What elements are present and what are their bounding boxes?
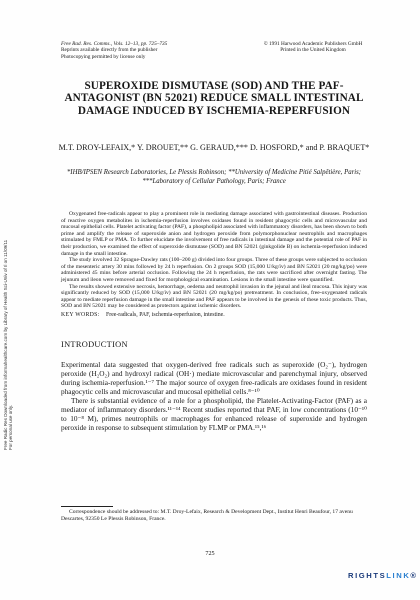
publisher-header [258,41,368,54]
keywords [61,312,367,319]
logo-registered: ® [410,571,418,580]
logo-rights: RIGHTS [348,571,387,580]
section-heading: INTRODUCTION [61,340,128,349]
reprints-note: Reprints available directly from the publisher [61,47,158,54]
keywords-label: KEY WORDS: [61,312,100,318]
article-title: SUPEROXIDE DISMUTASE (SOD) AND THE PAF-ANTAGONIST (BN 52021) REDUCE SMALL INTESTINAL DAMAGE INDUCED BY ISCHEMIA-REPERFUSION [64,80,364,117]
body-paragraph: Experimental data suggested that oxygen-derived free radicals such as superoxide (O₂⁻), hydrogen peroxide (H₂O₂) and hydroxyl radical (OH·) mediate microvascular and parenchymal injury, observed during ischemia-reperfusion.¹⁻⁷ The major source of oxygen free-radicals are oxidases found in resident phagocytic cells and microvascular and mucosal epithelial cells.⁸⁻¹⁰ [61,360,367,397]
keywords-value: Free-radicals, PAF, ischemia-reperfusion, intestine. [106,312,225,318]
journal-citation: Free Rad. Res. Comms., Vols. 12–13, pp. 725–735 [61,41,168,47]
abstract-paragraph: Oxygenated free-radicals appear to play a prominent role in mediating damage associated with gastrointestinal diseases. Production of reactive oxygen metabolites in ischemia-reperfusion involves oxidases found in resident phagocytic cells and microvascular and mucosal epithelial cells. Platelet activating factor (PAF), a phospholipid associated with inflammatory disorders, has been shown to both prime and amplify the release of superoxide anion and hydrogen peroxide from polymorphonuclear neutrophils and macrophages stimulated by FMLP or PMA. To further elucidate the involvement of free radicals in intestinal damage and the potential role of PAF in their production, we examined the effect of superoxide dismutase (SOD) and BN 52021 (ginkgolide B) on ischemia-reperfusion induced damage in the small intestine. [61,211,367,257]
copyright-line: © 1991 Harwood Academic Publishers GmbH [263,41,363,47]
correspondence-footnote [61,509,367,522]
page-number: 725 [205,550,215,557]
footnote-text: Correspondence should be addressed to: M.T. Droy-Lefaix, Research & Development Dept., Institut Henri Beaufour, 17 avenu Descartes, 92350 Le Plessis Robinson, France. [61,509,353,522]
photocopy-note: Photocopying permitted by license only [61,53,146,60]
body-paragraph: There is substantial evidence of a role for a phospholipid, the Platelet-Activating-Factor (PAF) as a mediator of inflammatory disorders.¹¹⁻¹⁴ Recent studies reported that PAF, in low concentrations (10⁻¹⁰ to 10⁻⁸ M), primes neutrophils or macrophages for enhanced release of superoxide and hydrogen peroxide in response to subsequent stimulation by FLMP or PMA.¹⁵,¹⁶ [61,396,367,433]
abstract [61,211,367,310]
author-list: M.T. DROY-LEFAIX,* Y. DROUET,** G. GERAUD,*** D. HOSFORD,* and P. BRAQUET* [58,143,370,152]
affiliations: *IHB/IPSEN Research Laboratories, Le Plessis Robinson; **University of Medicine Pitié Salpêtière, Paris; ***Laboratory of Cellular Pathology, Paris; France [66,169,362,185]
journal-header [61,41,167,60]
abstract-paragraph: The results showed extensive necrosis, hemorrhage, oedema and neutrophil invasion in the jejunal and ileal mucosa. This injury was significantly reduced by SOD (15,000 U/kg/iv) and BN 52021 (20 mg/kg/po) pretreatment. In conclusion, free-oxygenated radicals appear to mediate reperfusion damage in the small intestine and PAF appears to be involved in the genesis of these toxic products. Thus, SOD and BN 52021 may be considered as protectors against ischemic disorders. [61,283,367,310]
download-line: Free Radic Res Downloaded from informahealthcare.com by Library of Health Sci-Univ of Il on 11/09/11 [3,239,8,450]
logo-link: LINK [386,571,411,580]
personal-use-line: For personal use only. [8,404,13,450]
body-text [61,360,367,432]
download-watermark [3,150,13,450]
abstract-paragraph: The study involved 32 Sprague-Dawley rats (100–200 g) divided into four groups. Three of these groups were subjected to occlusion of the mesenteric artery 30 mins followed by 24 h reperfusion. On 2 groups SOD (15,000 U/kg/iv) and BN 52021 (20 mg/kg/po) were administered 45 mins before arterial occlusion. Following the 24 h reperfusion, the rats were sacrificed after overnight fasting. The jejunum and ileon were removed and fixed for morphological examination. Lesions in the small intestine were quantified. [61,257,367,283]
printed-line: Printed in the United Kingdom [280,47,346,54]
footnote-rule [61,506,113,507]
rightslink-logo[interactable] [348,571,418,580]
